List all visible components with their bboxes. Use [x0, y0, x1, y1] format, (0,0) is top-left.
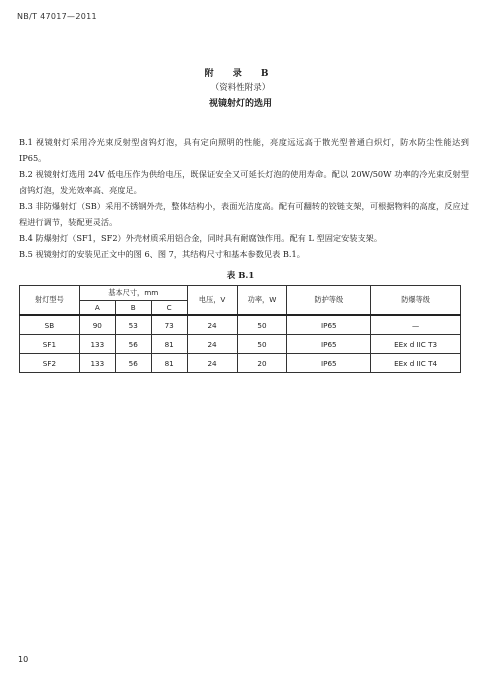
cell-c: 73 — [151, 315, 187, 335]
cell-b: 56 — [115, 335, 151, 354]
cell-power: 50 — [237, 335, 287, 354]
header-dims-group: 基本尺寸，mm — [79, 286, 187, 301]
cell-a: 133 — [79, 354, 115, 373]
paragraph-b5: B.5 视镜射灯的安装见正文中的图 6、图 7，其结构尺寸和基本参数见表 B.1。 — [19, 249, 305, 259]
paragraph-b1: B.1 视镜射灯采用冷光束反射型卤钨灯泡，具有定向照明的性能，亮度远远高于散光型普通白炽灯，防水防尘性能达到 IP65。 — [19, 137, 469, 163]
page-number: 10 — [18, 655, 29, 664]
header-dim-a: A — [79, 301, 115, 316]
cell-voltage: 24 — [187, 354, 237, 373]
cell-model: SB — [20, 315, 80, 335]
cell-a: 133 — [79, 335, 115, 354]
paragraph-b3: B.3 非防爆射灯（SB）采用不锈钢外壳，整体结构小，表面光洁度高。配有可翻转的铰链支架，可根据物料的高度，反应过程进行调节，装配更灵活。 — [19, 201, 469, 227]
cell-voltage: 24 — [187, 315, 237, 335]
cell-b: 56 — [115, 354, 151, 373]
spec-table — [19, 285, 461, 373]
cell-explosion: EEx d IIC T4 — [371, 354, 461, 373]
cell-c: 81 — [151, 354, 187, 373]
paragraph-b2: B.2 视镜射灯选用 24V 低电压作为供给电压，既保证安全又可延长灯泡的使用寿命。配以 20W/50W 功率的冷光束反射型卤钨灯泡，发光效率高、亮度足。 — [19, 169, 469, 195]
header-explosion: 防爆等级 — [371, 286, 461, 316]
table-title: 表 B.1 — [226, 271, 255, 281]
cell-protection: IP65 — [287, 335, 371, 354]
cell-model: SF2 — [20, 354, 80, 373]
appendix-nature: （资料性附录） — [210, 83, 271, 93]
header-dim-b: B — [115, 301, 151, 316]
paragraph-b4: B.4 防爆射灯（SF1，SF2）外壳材质采用铝合金，同时具有耐腐蚀作用。配有 L 型固定安装支架。 — [19, 233, 383, 243]
appendix-label: 附 录 B — [204, 69, 277, 79]
header-voltage: 电压，V — [187, 286, 237, 316]
cell-power: 20 — [237, 354, 287, 373]
appendix-title: 视镜射灯的选用 — [208, 99, 272, 109]
cell-explosion: EEx d IIC T3 — [371, 335, 461, 354]
cell-explosion: — — [371, 315, 461, 335]
header-model: 射灯型号 — [20, 286, 80, 316]
table-row — [20, 335, 461, 354]
cell-b: 53 — [115, 315, 151, 335]
cell-protection: IP65 — [287, 354, 371, 373]
table-row — [20, 354, 461, 373]
header-power: 功率，W — [237, 286, 287, 316]
cell-protection: IP65 — [287, 315, 371, 335]
standard-number-header: NB/T 47017—2011 — [17, 12, 97, 21]
cell-power: 50 — [237, 315, 287, 335]
cell-model: SF1 — [20, 335, 80, 354]
cell-voltage: 24 — [187, 335, 237, 354]
cell-a: 90 — [79, 315, 115, 335]
header-dim-c: C — [151, 301, 187, 316]
header-protection: 防护等级 — [287, 286, 371, 316]
cell-c: 81 — [151, 335, 187, 354]
table-row — [20, 315, 461, 335]
